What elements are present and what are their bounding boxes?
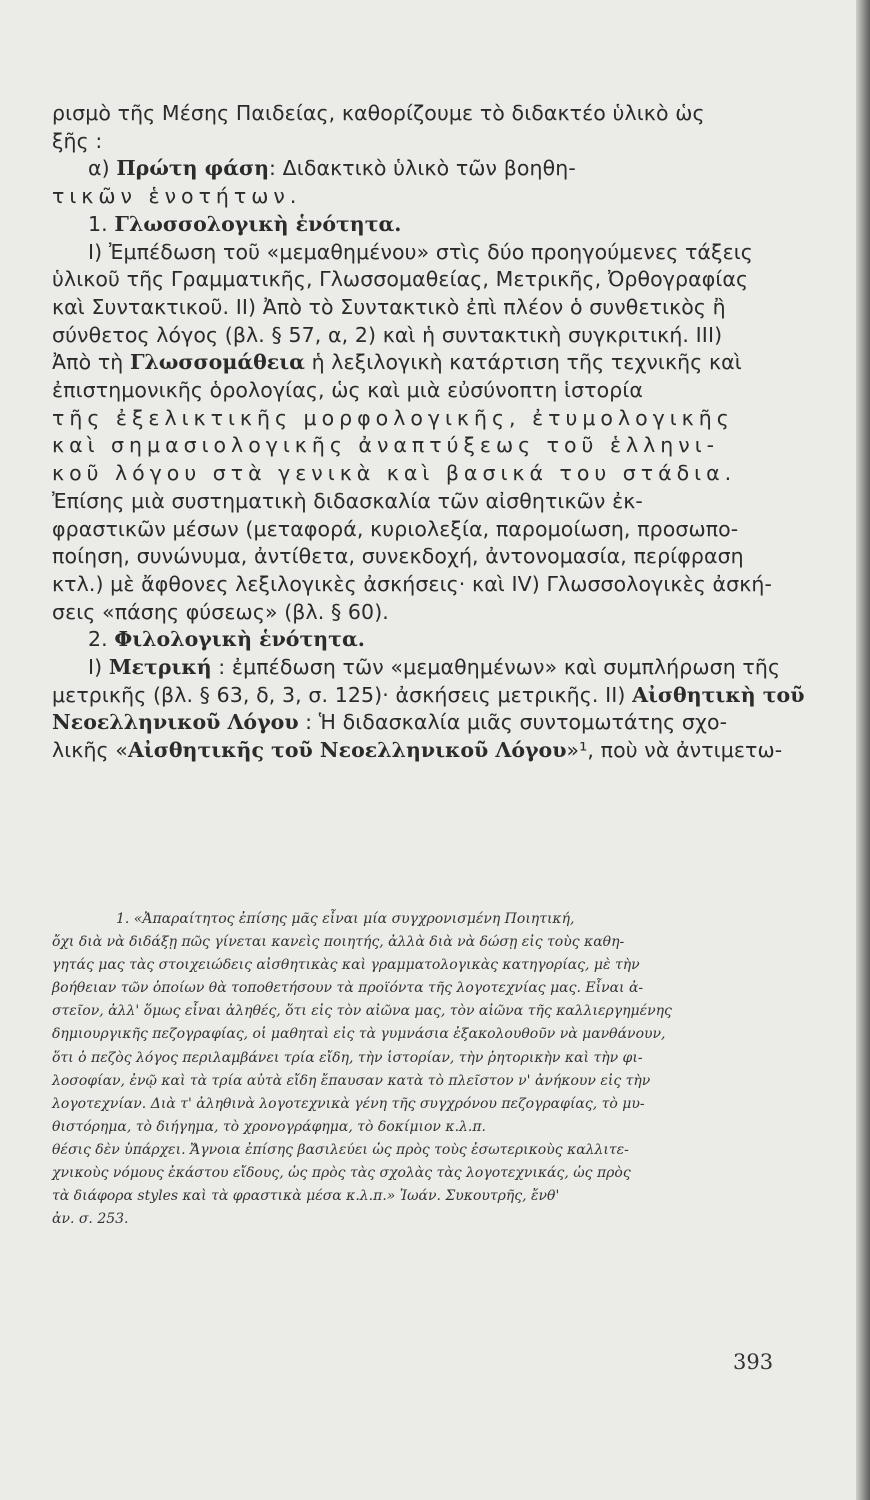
line-prefix: α) — [88, 156, 117, 181]
text-line — [52, 460, 767, 488]
page-number: 393 — [733, 1350, 774, 1374]
text-line — [52, 626, 767, 654]
line-text: : Διδακτικὸ ὑλικὸ τῶν βοηθη- — [269, 156, 576, 181]
line-text: »¹, ποὺ νὰ ἀντιμετω- — [566, 738, 783, 763]
line-prefix: 1. — [88, 211, 115, 236]
footnote-line: ἀν. σ. 253. — [52, 1211, 129, 1228]
text-line — [52, 349, 767, 377]
footnote-line: γητάς μας τὰς στοιχειώδεις αἰσθητικὰς καὶ γραμματολογικὰς κατηγορίας, μὲ τὴν — [52, 957, 640, 974]
line-text: ρισμὸ τῆς Μέσης Παιδείας, καθορίζουμε τὸ διδακτέο ὑλικὸ ὡς — [52, 101, 705, 125]
line-text: ξῆς : — [52, 128, 103, 153]
line-text: σεις «πάσης φύσεως» (βλ. § 60). — [52, 599, 389, 624]
bold-heading: Γλωσσομάθεια — [129, 350, 305, 375]
text-line — [52, 432, 767, 460]
text-line — [52, 571, 773, 599]
text-line — [52, 377, 767, 405]
text-line — [52, 405, 767, 433]
line-text: : Ἡ διδασκαλία μιᾶς συντομωτάτης σχο- — [298, 710, 728, 735]
footnote-line: λογοτεχνίαν. Διὰ τ' ἀληθινὰ λογοτεχνικὰ γένη τῆς συγχρόνου πεζογραφίας, τὸ μυ- — [52, 1095, 645, 1112]
bold-heading: Αἰσθητικὴ τοῦ — [632, 682, 805, 707]
footnote-line: τὰ διάφορα styles καὶ τὰ φραστικὰ μέσα κ.λ.π.» Ἰωάν. Συκουτρῆς, ἔνθ' — [52, 1188, 560, 1205]
footnote-line: λοσοφίαν, ἐνῷ καὶ τὰ τρία αὐτὰ εἴδη ἔπαυσαν κατὰ τὸ πλεῖστον ν' ἀνήκουν εἰς τὴν — [52, 1072, 651, 1089]
footnote-line: 1. «Ἀπαραίτητος ἐπίσης μᾶς εἶναι μία συγχρονισμένη Ποιητική, — [116, 911, 575, 927]
line-text: : ἐμπέδωση τῶν «μεμαθημένων» καὶ συμπλήρωση τῆς — [211, 655, 781, 680]
bold-heading: Νεοελληνικοῦ Λόγου — [52, 710, 299, 735]
text-line — [52, 155, 767, 183]
line-text: ἐπιστημονικῆς ὁρολογίας, ὡς καὶ μιὰ εὐσύνοπτη ἱστορία — [52, 378, 644, 403]
text-line — [52, 654, 781, 682]
line-text: τῆς ἐξελικτικῆς μορφολογικῆς, ἐτυμολογικῆς — [52, 405, 734, 430]
line-text: τικῶν ἑνοτήτων. — [52, 184, 302, 209]
text-line — [52, 294, 767, 322]
text-line — [52, 682, 805, 710]
text-line — [52, 488, 767, 516]
line-text: Ι) Ἐμπέδωση τοῦ «μεμαθημένου» στὶς δύο προηγούμενες τάξεις — [88, 239, 753, 264]
text-line — [52, 322, 767, 350]
text-line — [52, 516, 767, 544]
text-line — [52, 266, 767, 294]
line-text: καὶ σημασιολογικῆς ἀναπτύξεως τοῦ ἑλληνι- — [52, 433, 720, 458]
line-text: ἡ λεξιλογικὴ κατάρτιση τῆς τεχνικῆς καὶ — [304, 350, 742, 375]
bold-heading: Φιλολογικὴ ἑνότητα. — [114, 627, 365, 652]
page-edge-shadow — [856, 0, 870, 1500]
text-line — [52, 543, 767, 571]
line-prefix: λικῆς « — [52, 738, 128, 763]
text-line — [52, 737, 783, 765]
footnotes — [52, 908, 767, 1231]
line-text: ποίηση, συνώνυμα, ἀντίθετα, συνεκδοχή, ἀντονομασία, περίφραση — [52, 544, 744, 569]
footnote-line: στεῖον, ἀλλ' ὅμως εἶναι ἀληθές, ὅτι εἰς τὸν αἰῶνα μας, τὸν αἰῶνα τῆς καλλιεργημένης — [52, 1003, 672, 1020]
footnote-line: βοήθειαν τῶν ὁποίων θὰ τοποθετήσουν τὰ προϊόντα τῆς λογοτεχνίας μας. Εἶναι ἀ- — [52, 980, 644, 997]
footnote-line: θιστόρημα, τὸ διήγημα, τὸ χρονογράφημα, τὸ δοκίμιον κ.λ.π. — [52, 1118, 486, 1135]
line-text: καὶ Συντακτικοῦ. ΙΙ) Ἀπὸ τὸ Συντακτικὸ ἐπὶ πλέον ὁ συνθετικὸς ἢ — [52, 294, 726, 319]
text-line — [52, 239, 767, 267]
text-line — [52, 211, 767, 239]
text-line — [52, 709, 767, 737]
bold-heading: Μετρική — [108, 655, 212, 680]
footnote-line: δημιουργικῆς πεζογραφίας, οἱ μαθηταὶ εἰς τὰ γυμνάσια ἐξακολουθοῦν νὰ μανθάνουν, — [52, 1026, 666, 1043]
line-prefix: 2. — [88, 627, 115, 652]
main-text — [52, 100, 805, 765]
line-text: μετρικῆς (βλ. § 63, δ, 3, σ. 125)· ἀσκήσεις μετρικῆς. ΙΙ) — [52, 682, 633, 707]
text-line — [52, 183, 767, 211]
line-text: Ἐπίσης μιὰ συστηματικὴ διδασκαλία τῶν αἰσθητικῶν ἐκ- — [52, 488, 643, 513]
text-line — [52, 128, 767, 156]
line-prefix: Ι) — [88, 655, 109, 680]
footnote-line: ὄχι διὰ νὰ διδάξῃ πῶς γίνεται κανεὶς ποιητής, ἀλλὰ διὰ νὰ δώσῃ εἰς τοὺς καθη- — [52, 934, 625, 951]
bold-heading: Αἰσθητικῆς τοῦ Νεοελληνικοῦ Λόγου — [127, 738, 567, 763]
footnote-line: ὅτι ὁ πεζὸς λόγος περιλαμβάνει τρία εἴδη, τὴν ἱστορίαν, τὴν ῥητορικὴν καὶ τὴν φι- — [52, 1049, 643, 1066]
text-line — [52, 100, 767, 128]
text-line — [52, 599, 767, 627]
footnote-line: χνικοὺς νόμους ἑκάστου εἴδους, ὡς πρὸς τὰς σχολὰς τὰς λογοτεχνικάς, ὡς πρὸς — [52, 1165, 631, 1182]
line-text: κοῦ λόγου στὰ γενικὰ καὶ βασικά του στάδια. — [52, 461, 737, 486]
line-text: κτλ.) μὲ ἄφθονες λεξιλογικὲς ἀσκήσεις· καὶ ΙV) Γλωσσολογικὲς ἀσκή- — [52, 571, 773, 596]
bold-heading: Γλωσσολογικὴ ἑνότητα. — [114, 211, 402, 236]
line-text: ὑλικοῦ τῆς Γραμματικῆς, Γλωσσομαθείας, Μετρικῆς, Ὀρθογραφίας — [52, 267, 749, 292]
footnote-line: θέσις δὲν ὑπάρχει. Ἄγνοια ἐπίσης βασιλεύει ὡς πρὸς τοὺς ἐσωτερικοὺς καλλιτε- — [52, 1141, 629, 1158]
line-text: σύνθετος λόγος (βλ. § 57, α, 2) καὶ ἡ συντακτικὴ συγκριτική. ΙΙΙ) — [52, 322, 723, 347]
line-prefix: Ἀπὸ τὴ — [52, 350, 130, 375]
bold-heading: Πρώτη φάση — [116, 156, 270, 181]
line-text: φραστικῶν μέσων (μεταφορά, κυριολεξία, παρομοίωση, προσωπο- — [52, 516, 739, 541]
